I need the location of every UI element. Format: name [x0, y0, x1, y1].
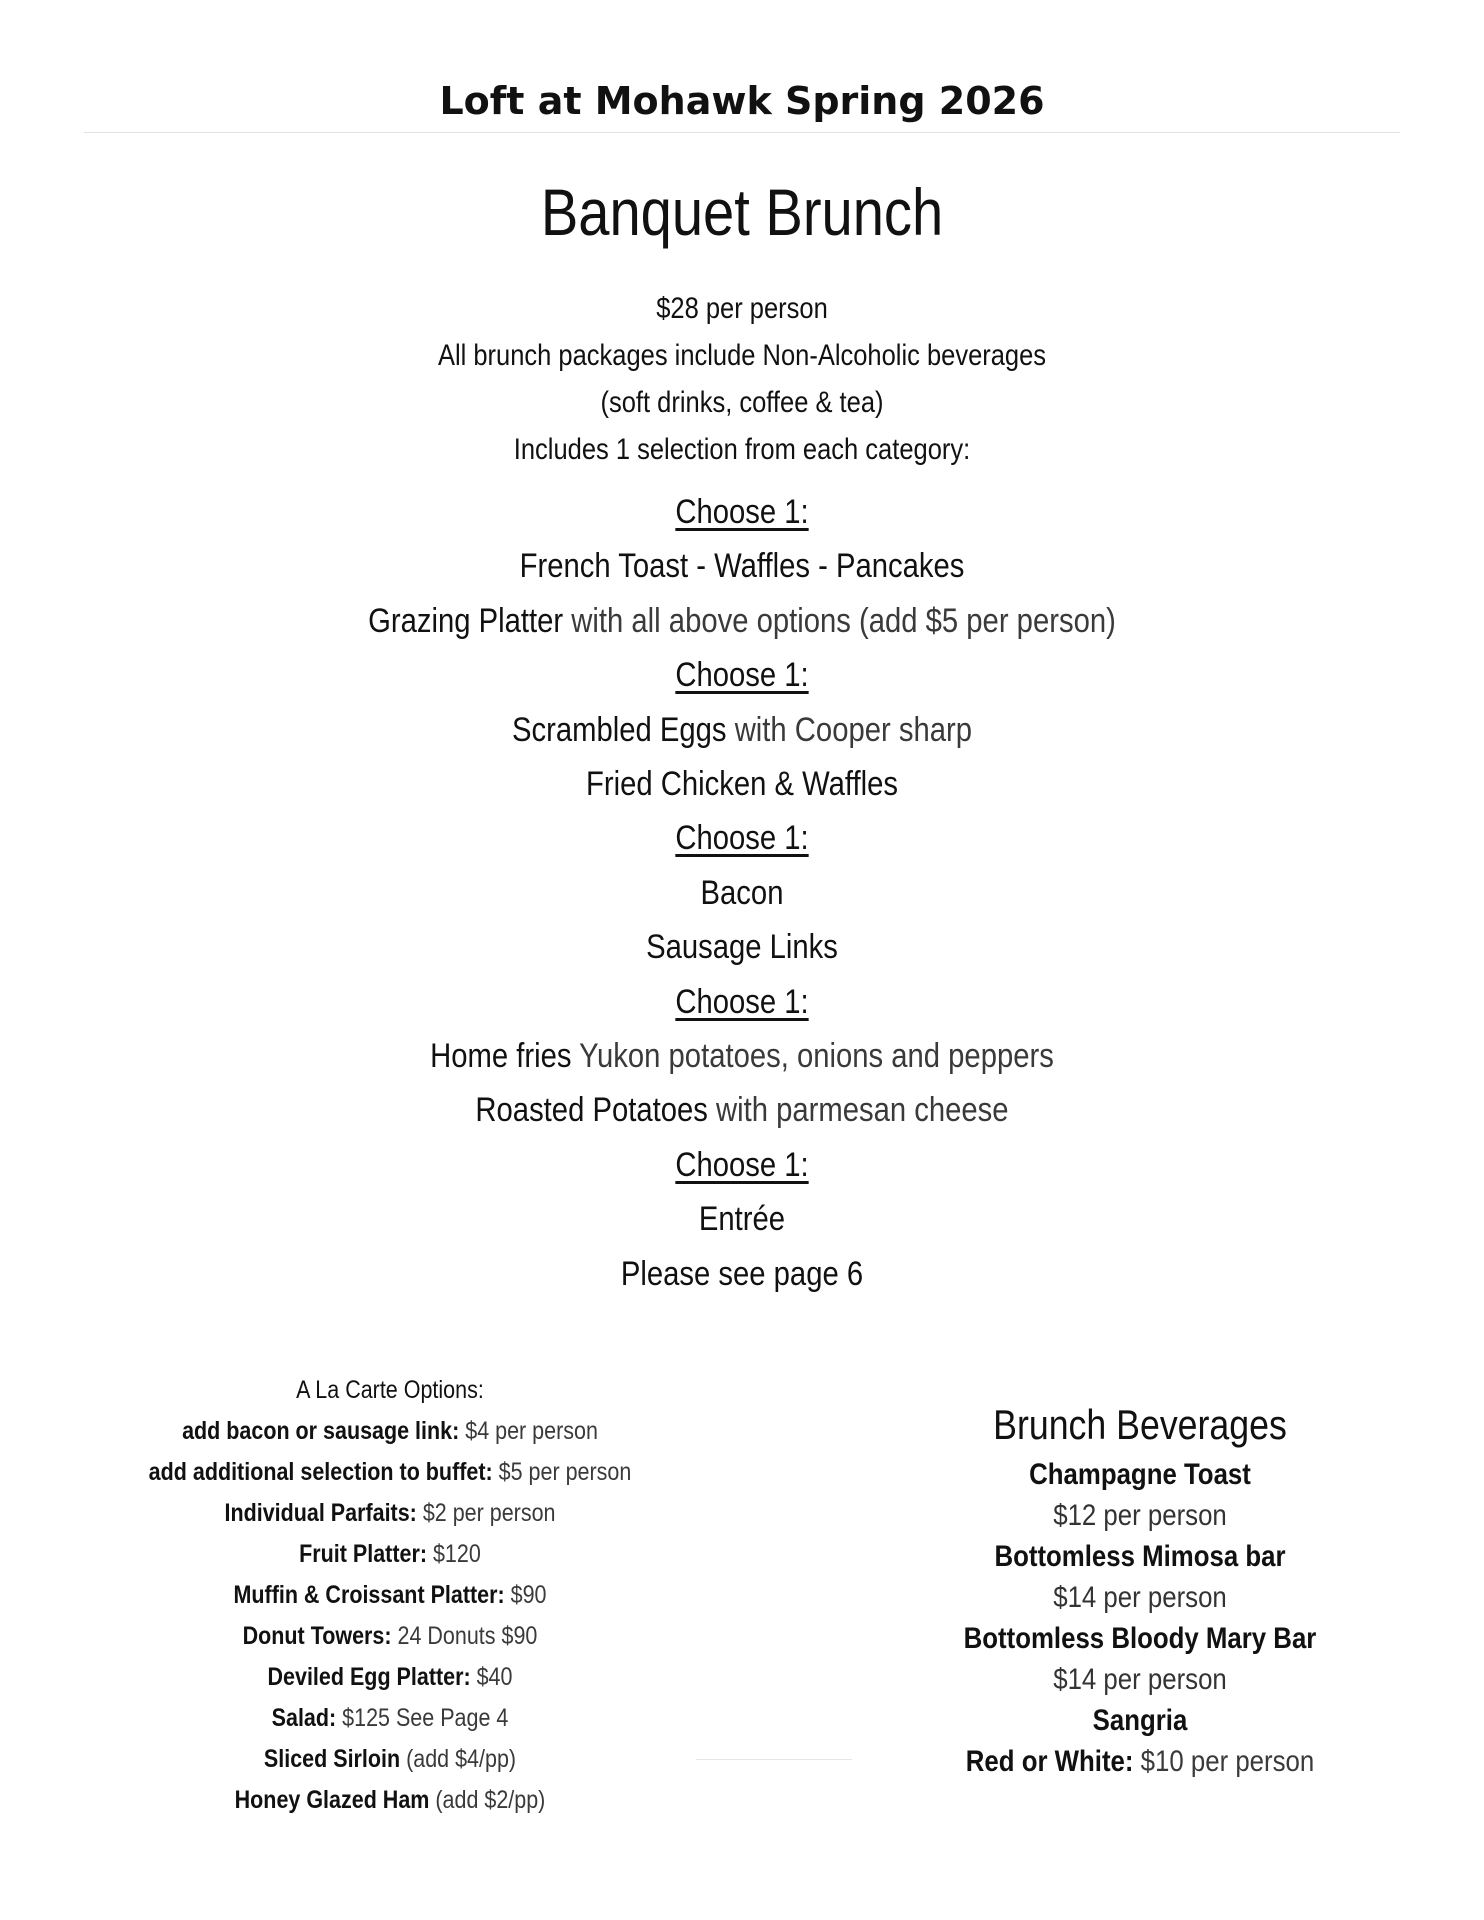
menu-item-desc: with Cooper sharp — [734, 710, 972, 749]
menu-item-name: Sausage Links — [646, 928, 838, 967]
a-la-carte-label: Salad: — [271, 1704, 337, 1732]
menu-item-name: Roasted Potatoes — [475, 1091, 708, 1130]
page-header — [84, 70, 1400, 133]
menu-item-name: Entrée — [698, 1200, 786, 1239]
beverages-note: All brunch packages include Non-Alcoholic beverages — [437, 339, 1047, 372]
a-la-carte-item — [132, 1739, 648, 1780]
a-la-carte-label: Donut Towers: — [242, 1622, 392, 1650]
a-la-carte-item — [132, 1780, 648, 1821]
category-heading: Choose 1: — [675, 493, 809, 531]
menu-item-name: Fried Chicken & Waffles — [585, 765, 898, 804]
beverage-price: $14 per person — [1053, 1663, 1227, 1696]
a-la-carte-label: Muffin & Croissant Platter: — [233, 1581, 505, 1609]
a-la-carte-label: Individual Parfaits: — [224, 1499, 417, 1527]
menu-item — [104, 866, 1380, 920]
a-la-carte-item — [132, 1698, 648, 1739]
menu-item-desc: Yukon potatoes, onions and peppers — [579, 1037, 1054, 1076]
selection-note: Includes 1 selection from each category: — [513, 433, 971, 466]
a-la-carte-item — [132, 1411, 648, 1452]
price-line: $28 per person — [656, 292, 828, 325]
faint-divider — [696, 1759, 852, 1760]
beverage-price: $14 per person — [1053, 1581, 1227, 1614]
beverages-detail: (soft drinks, coffee & tea) — [600, 386, 884, 419]
menu-item-name: Scrambled Eggs — [512, 710, 727, 749]
menu-item — [104, 920, 1380, 974]
menu-item — [104, 539, 1380, 593]
menu-item — [104, 1192, 1380, 1246]
menu-item-desc: with all above options (add $5 per person) — [571, 601, 1116, 640]
category-heading: Choose 1: — [675, 656, 809, 695]
a-la-carte-price: (add $2/pp) — [435, 1786, 546, 1814]
sangria-label: Red or White: — [965, 1745, 1134, 1778]
a-la-carte-price: $2 per person — [422, 1499, 556, 1527]
a-la-carte-label: add additional selection to buffet: — [148, 1458, 493, 1486]
beverage-name: Bottomless Bloody Mary Bar — [963, 1622, 1317, 1655]
page-title: Banquet Brunch — [540, 175, 944, 249]
beverage-name: Sangria — [1092, 1704, 1188, 1737]
menu-item — [104, 1029, 1380, 1083]
a-la-carte-title: A La Carte Options: — [296, 1376, 484, 1404]
menu-item — [104, 594, 1380, 648]
menu-item — [104, 1247, 1380, 1301]
beverage-price: $12 per person — [1053, 1499, 1227, 1532]
a-la-carte-item — [132, 1493, 648, 1534]
a-la-carte-price: 24 Donuts $90 — [397, 1622, 538, 1650]
category-heading: Choose 1: — [675, 982, 809, 1021]
sangria-price: $10 per person — [1140, 1745, 1315, 1778]
a-la-carte-label: Fruit Platter: — [299, 1540, 427, 1568]
beverage-name: Champagne Toast — [1029, 1458, 1251, 1491]
package-intro — [0, 285, 1484, 473]
beverages-title: Brunch Beverages — [993, 1401, 1287, 1448]
a-la-carte-price: $40 — [476, 1663, 513, 1691]
menu-item — [104, 703, 1380, 757]
category-heading: Choose 1: — [675, 1145, 809, 1184]
category-heading: Choose 1: — [675, 819, 809, 858]
menu-item-name: Bacon — [700, 873, 784, 912]
sangria-option — [921, 1741, 1360, 1782]
a-la-carte-item — [132, 1616, 648, 1657]
a-la-carte-price: (add $4/pp) — [406, 1745, 517, 1773]
beverage-name: Bottomless Mimosa bar — [994, 1540, 1286, 1573]
menu-item-name: Please see page 6 — [620, 1254, 864, 1293]
menu-item-name: French Toast - Waffles - Pancakes — [519, 547, 965, 586]
brunch-beverages — [885, 1396, 1395, 1782]
menu-item-name: Grazing Platter — [368, 601, 564, 640]
a-la-carte-label: Deviled Egg Platter: — [267, 1663, 471, 1691]
menu-categories — [0, 485, 1484, 1301]
a-la-carte-price: $4 per person — [465, 1417, 598, 1445]
a-la-carte-label: Sliced Sirloin — [263, 1745, 401, 1773]
a-la-carte-item — [132, 1452, 648, 1493]
menu-item — [104, 1083, 1380, 1137]
menu-item-name: Home fries — [430, 1037, 572, 1076]
a-la-carte-price: $120 — [432, 1540, 481, 1568]
menu-item — [104, 757, 1380, 811]
a-la-carte-label: Honey Glazed Ham — [234, 1786, 430, 1814]
a-la-carte-item — [132, 1534, 648, 1575]
a-la-carte-label: add bacon or sausage link: — [182, 1417, 460, 1445]
a-la-carte-item — [132, 1575, 648, 1616]
a-la-carte-price: $90 — [510, 1581, 547, 1609]
a-la-carte-options — [90, 1370, 690, 1821]
venue-title: Loft at Mohawk Spring 2026 — [439, 79, 1045, 123]
a-la-carte-price: $5 per person — [498, 1458, 632, 1486]
a-la-carte-item — [132, 1657, 648, 1698]
menu-item-desc: with parmesan cheese — [716, 1091, 1009, 1130]
a-la-carte-price: $125 See Page 4 — [342, 1704, 509, 1732]
